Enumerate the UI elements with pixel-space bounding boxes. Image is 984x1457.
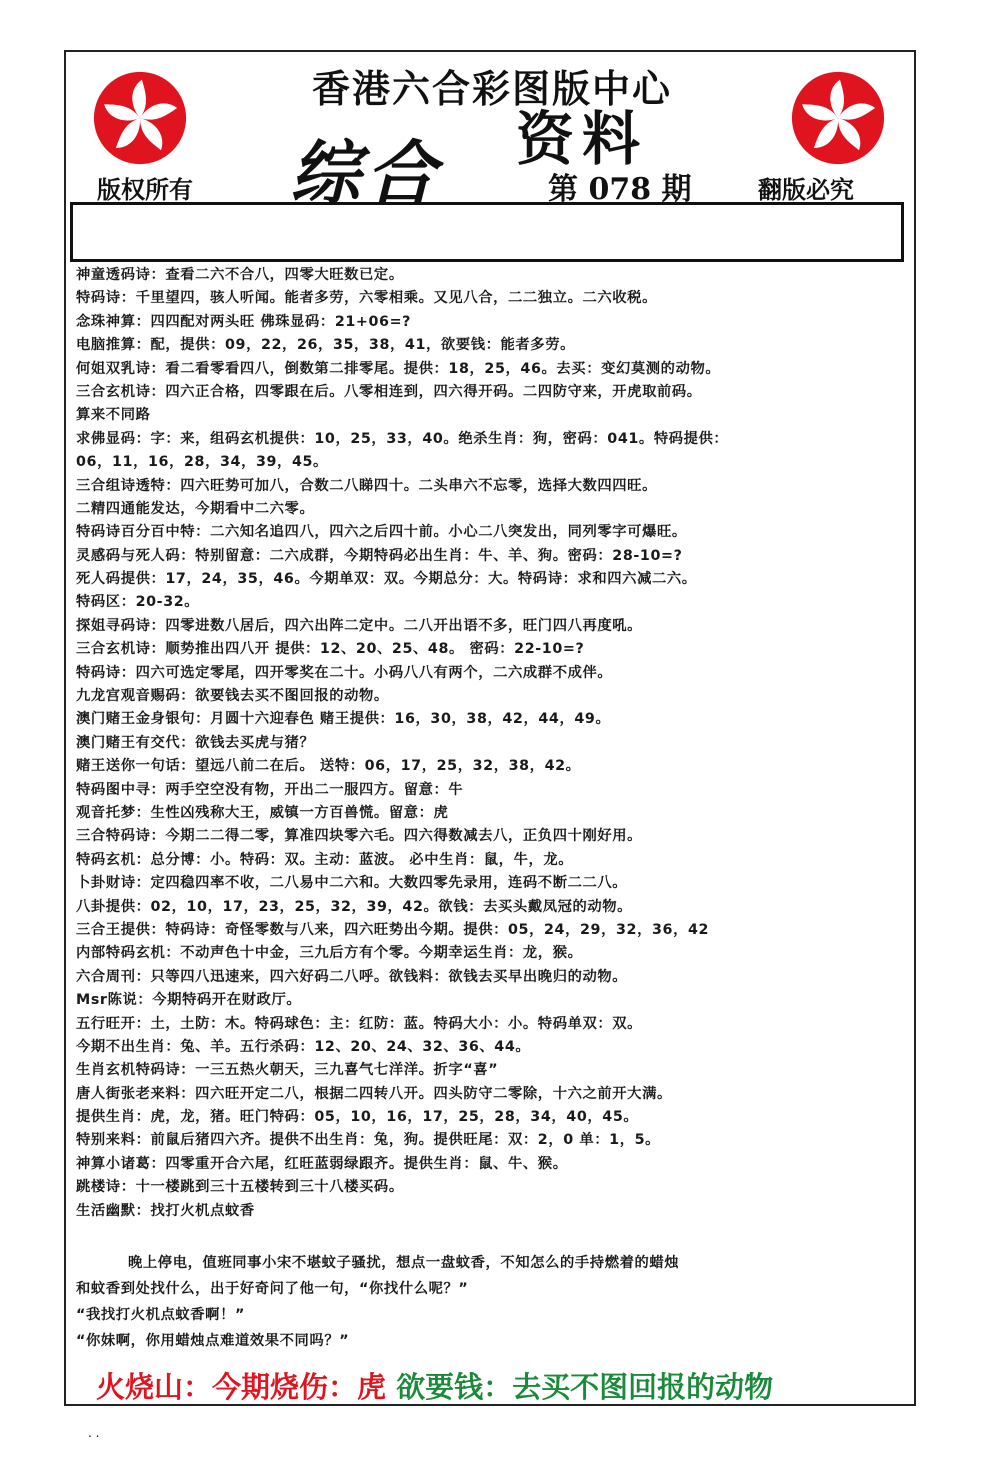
content-line: 二精四通能发达，今期看中二六零。 xyxy=(76,500,315,517)
content-line: 内部特码玄机：不动声色十中金，三九后方有个零。今期幸运生肖：龙，猴。 xyxy=(76,945,583,962)
content-line: 特码图中寻：两手空空没有物，开出二一服四方。留意：牛 xyxy=(76,781,464,798)
content-line: 三合王提供：特码诗：奇怪零数与八来，四六旺势出今期。提供：05，24，29，32，36，42 xyxy=(76,921,710,938)
content-line: 死人码提供：17，24，35，46。今期单双：双。今期总分：大。特码诗：求和四六减二六。 xyxy=(76,571,697,588)
content-line: 神算小诸葛：四零重开合六尾，红旺蓝弱绿跟齐。提供生肖：鼠、牛、猴。 xyxy=(76,1155,568,1172)
content-line: 特码诗：千里望四，骇人听闻。能者多劳，六零相乘。又见八合，二二独立。二六收税。 xyxy=(76,290,657,307)
footer-slogan xyxy=(96,1365,773,1406)
content-line: 特码诗百分百中特：二六知名追四八，四六之后四十前。小心二八突发出，同列零字可爆旺。 xyxy=(76,524,687,541)
content-line: 神童透码诗：查看二六不合八，四零大旺数已定。 xyxy=(76,267,404,283)
corner-dots: . . xyxy=(88,1426,100,1440)
anti-piracy-label: 翻版必究 xyxy=(758,175,854,204)
blank-banner-box xyxy=(70,202,904,262)
content-line: 唐人街张老来料：四六旺开定二八，根据二四转八开。四头防守二零除，十六之前开大满。 xyxy=(76,1085,672,1102)
content-line: 电脑推算：配，提供：09，22，26，35，38，41，欲要钱：能者多劳。 xyxy=(76,337,575,354)
content-line: 五行旺开：土，土防：木。特码球色：主：红防：蓝。特码大小：小。特码单双：双。 xyxy=(76,1015,643,1032)
content-line: 三合组诗透特：四六旺势可加八，合数二八睇四十。二头串六不忘零，选择大数四四旺。 xyxy=(76,477,657,494)
content-line: 观音托梦：生性凶残称大王，威镇一方百兽慌。留意：虎 xyxy=(76,804,449,821)
content-line: 卜卦财诗：定四稳四率不收，二八易中二六和。大数四零先录用，连码不断二二八。 xyxy=(76,875,628,892)
footer-green-text: 欲要钱：去买不图回报的动物 xyxy=(396,1370,774,1404)
content-line: Msr陈说：今期特码开在财政厅。 xyxy=(76,992,302,1009)
content-line: 特码区：20-32。 xyxy=(76,594,200,611)
content-line: 提供生肖：虎，龙，猪。旺门特码：05，10，16，17，25，28，34，40，45。 xyxy=(76,1109,639,1126)
content-line: 何姐双乳诗：看二看零看四八，倒数第二排零尾。提供：18，25，46。去买：变幻莫测的动物。 xyxy=(76,360,721,377)
content-line: 灵感码与死人码：特别留意：二六成群，今期特码必出生肖：牛、羊、狗。密码：28-10=? xyxy=(76,547,683,564)
copyright-label: 版权所有 xyxy=(97,175,193,204)
humor-story xyxy=(76,1250,906,1354)
story-line: “我找打火机点蚊香啊！” xyxy=(76,1307,245,1323)
content-line: 三合特码诗：今期二二得二零，算准四块零六毛。四六得数减去八，正负四十刚好用。 xyxy=(76,828,643,845)
story-line: “你妹啊，你用蜡烛点难道效果不同吗？” xyxy=(76,1333,350,1349)
content-line: 八卦提供：02，10，17，23，25，32，39，42。欲钱：去买头戴凤冠的动物。 xyxy=(76,898,633,915)
content-line: 特码诗：四六可选定零尾，四开零奖在二十。小码八八有两个，二六成群不成伴。 xyxy=(76,664,613,681)
page-title: 香港六合彩图版中心 xyxy=(311,66,672,111)
content-line: 赌王送你一句话：望远八前二在后。 送特：06，17，25，32，38，42。 xyxy=(76,758,581,775)
content-line: 特码玄机：总分博：小。特码：双。主动：蓝波。 必中生肖：鼠，牛，龙。 xyxy=(76,851,574,868)
content-line: 求佛显码：字：来，组码玄机提供：10，25，33，40。绝杀生肖：狗，密码：041。特码提供： xyxy=(76,430,729,447)
content-line: 澳门赌王金身银句：月圆十六迎春色 赌王提供：16，30，38，42，44，49。 xyxy=(76,711,611,728)
story-line: 和蚊香到处找什么，出于好奇问了他一句，“你找什么呢？” xyxy=(76,1281,469,1297)
footer-red-text: 火烧山：今期烧伤：虎 xyxy=(96,1370,387,1404)
content-line: 三合玄机诗：顺势推出四八开 提供：12、20、25、48。 密码：22-10=? xyxy=(76,641,585,658)
content-line: 生肖玄机特码诗：一三五热火朝天，三九喜气七洋洋。折字“喜” xyxy=(76,1062,499,1079)
content-lines xyxy=(76,264,906,1223)
content-line: 九龙宫观音赐码：欲要钱去买不图回报的动物。 xyxy=(76,688,389,705)
big-heading-left: 综合 xyxy=(290,132,442,215)
content-line: 澳门赌王有交代：欲钱去买虎与猪？ xyxy=(76,734,315,751)
content-line: 六合周刊：只等四八迅速来，四六好码二八呼。欲钱料：欲钱去买早出晚归的动物。 xyxy=(76,968,628,985)
content-line: 算来不同路 xyxy=(76,407,151,424)
story-line: 晚上停电，值班同事小宋不堪蚊子骚扰，想点一盘蚊香，不知怎么的手持燃着的蜡烛 xyxy=(128,1255,680,1271)
content-line: 06，11，16，28，34，39，45。 xyxy=(76,454,328,471)
issue-number: 第 078 期 xyxy=(548,172,692,207)
content-line: 特别来料：前鼠后猪四六齐。提供不出生肖：兔，狗。提供旺尾：双：2，0 单：1，5。 xyxy=(76,1132,661,1149)
content-line: 探姐寻码诗：四零进数八居后，四六出阵二定中。二八开出语不多，旺门四八再度吼。 xyxy=(76,617,643,634)
content-line: 生活幽默：找打火机点蚊香 xyxy=(76,1202,255,1219)
big-heading-right: 资料 xyxy=(516,105,649,173)
content-line: 念珠神算：四四配对两头旺 佛珠显码：21+06=? xyxy=(76,313,412,330)
content-line: 三合玄机诗：四六正合格，四零跟在后。八零相连到，四六得开码。二四防守来，开虎取前码。 xyxy=(76,383,702,400)
content-line: 今期不出生肖：兔、羊。五行杀码：12、20、24、32、36、44。 xyxy=(76,1038,531,1055)
content-line: 跳楼诗：十一楼跳到三十五楼转到三十八楼买码。 xyxy=(76,1179,404,1196)
